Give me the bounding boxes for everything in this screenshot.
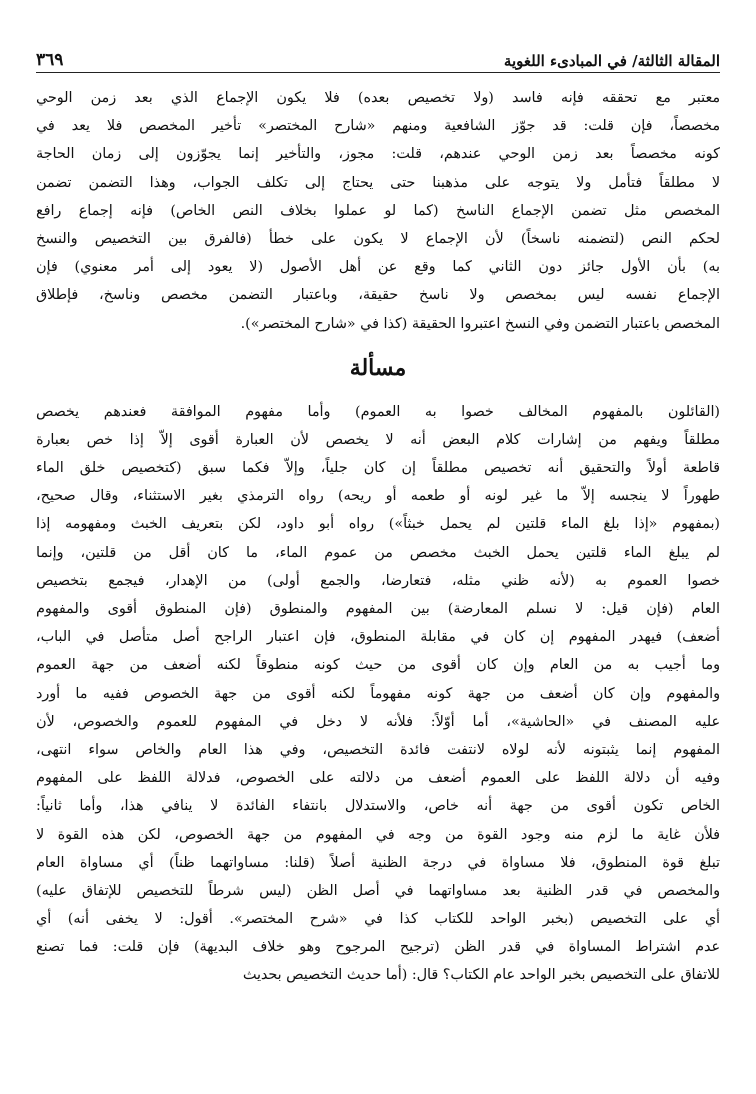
text-line: وما أجيب به من العام وإن كان أقوى من حيث كونه منطوقاً لكنه أضعف من جهة العموم (36, 657, 720, 674)
text-line: تبلغ قوة المنطوق، فلا مساواة في درجة الظنية أصلاً (قلنا: مساواتهما ظناً) أي مساواة العام (36, 854, 720, 871)
running-header (36, 38, 720, 70)
text-line: (القائلون بالمفهوم المخالف خصوا به العموم) وأما مفهوم الموافقة فعندهم يخصص (36, 403, 720, 420)
text-line: العام (فإن قيل: لا نسلم المعارضة) بين المفهوم والمنطوق (فإن المنطوق أقوى والمفهوم (36, 601, 720, 617)
text-line: طهوراً لا ينجسه إلاّ ما غير لونه أو طعمه أو ريحه) رواه الترمذي بغير الاستثناء، وقال صحيح، (36, 488, 720, 505)
text-line: المفهوم إنما يثبتونه لأنه لولاه لانتفت فائدة التخصيص، وفي هذا العام والخاص سواء انتهى، (36, 741, 720, 758)
text-line: عدم اشتراط المساواة في قدر الظن (ترجيح المرجوح وهو خلاف البديهة) فإن قلت: فما تصنع (36, 939, 720, 956)
paragraph-2 (36, 398, 720, 990)
text-line: لا مطلقاً فتأمل ولا يتوجه على مذهبنا حتى يحتاج إلى تكلف الجواب، وهذا التضمن تضمن (36, 174, 720, 191)
text-line: الخاص تكون أقوى من جهة أنه خاص، والاستدلال بانتفاء الفائدة لا ينافي هذا، وأما ثانياً: (36, 798, 720, 815)
text-line: لحكم النص (لتضمنه ناسخاً) لأن الإجماع لا يكون على خطأ (فالفرق بين التخصيص والنسخ (36, 230, 720, 247)
text-line: عليه المصنف في «الحاشية»، أما أوّلاً: فلأنه لا دخل في المفهوم للعموم والخصوص، لأن (36, 713, 720, 730)
text-line: معتبر مع تحققه فإنه فاسد (ولا تخصيص بعده) فلا يكون الإجماع الذي بعد زمن الوحي (36, 90, 720, 106)
text-line: والمخصص في قدر الظنية بعد مساواتهما في أصل الظن (ليس شرطاً للتخصيص للإتفاق عليه) (36, 882, 720, 899)
text-line: مخصصاً، فإن قلت: قد جوّز الشافعية ومنهم «شارح المختصر» تأخير المخصص فلا يعد في (36, 118, 720, 135)
text-line: به) بأن الأول جائز دون الثاني كما وقع عن أهل الأصول (لا يعود إلى أمر معنوي) فإن (36, 259, 720, 276)
text-line: المخصص مثل تضمن الإجماع الناسخ (كما لو عملوا بخلاف النص الخاص) فإنه إجماع رافع (36, 202, 720, 219)
text-line: والمفهوم وإن كان أضعف من جهة كونه مفهوماً لكنه أقوى من جهة الخصوص ففيه ما أورد (36, 685, 720, 702)
text-line: مطلقاً ويفهم من إشارات كلام البعض أنه لا يخصص لأن العبارة أقوى إلاّ إذا خص بعبارة (36, 431, 720, 448)
text-line: أي على التخصيص (بخبر الواحد للكتاب كذا في «شرح المختصر». أقول: لا يخفى أنه) أي (36, 911, 720, 928)
text-line: قاطعة أولاً والتحقيق أنه تخصيص مطلقاً إن كان جلياً، وإلاّ فكما سبق (كتخصيص خلق الماء (36, 460, 720, 477)
text-line: فلأن غاية ما لزم منه وجود القوة من وجه في المفهوم من جهة الخصوص، لكن هذه القوة لا (36, 826, 720, 843)
body-text (36, 84, 720, 990)
text-line: (بمفهوم «إذا بلغ الماء قلتين لم يحمل خبثاً») رواه أبو داود، لكن بتعريف الخبث ومفهومه إذا (36, 516, 720, 533)
text-line: وفيه أن دلالة اللفظ على العموم أضعف من دلالته على الخصوص، فدلالة اللفظ على المفهوم (36, 770, 720, 787)
text-line: كونه مخصصاً بعد زمن الوحي عندهم، قلت: مجوز، والتأخير إنما يجوّزون إلى زمان الحاجة (36, 146, 720, 163)
text-line: للاتفاق على التخصيص بخبر الواحد عام الكتاب؟ قال: (أما حديث التخصيص بحديث (242, 967, 720, 984)
section-heading: مسألة (349, 354, 407, 381)
paragraph-1 (36, 84, 720, 338)
text-line: لم يبلغ الماء قلتين يحمل الخبث مخصص من عموم الماء، ما كان أقل من قلتين، وإنما (36, 544, 720, 561)
text-line: خصوا العموم به (لأنه ظني مثله، فتعارضا، والجمع أولى) من الإهدار، فيجمع بتخصيص (36, 572, 720, 589)
text-line: الإجماع نفسه ليس بمخصص ولا ناسخ حقيقة، وباعتبار التضمن مخصص وناسخ، فإطلاق (36, 287, 720, 304)
text-line: أضعف) فيهدر المفهوم إن كان في مقابلة المنطوق، فإن اعتبار الراجح أصل متأصل في الباب، (36, 629, 720, 646)
text-line: المخصص باعتبار التضمن وفي النسخ اعتبروا الحقيقة (كذا في «شارح المختصر»). (240, 315, 720, 332)
header-title: المقالة الثالثة/ في المبادىء اللغوية (503, 52, 720, 70)
header-rule (36, 72, 720, 73)
page-number: ٣٦٩ (36, 50, 64, 70)
